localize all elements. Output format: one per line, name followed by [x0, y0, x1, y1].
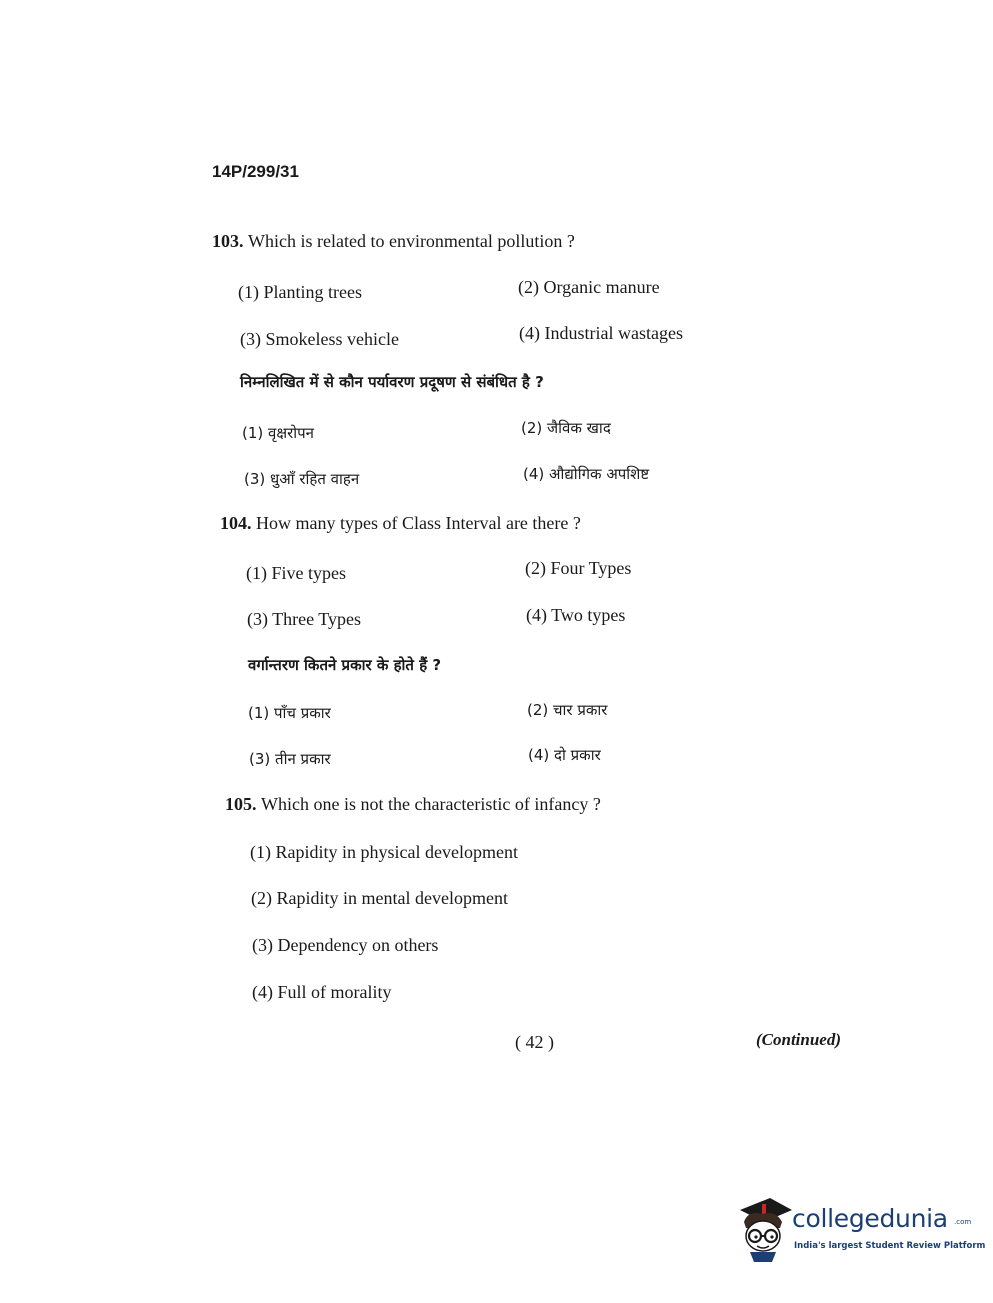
continued-label: (Continued) [756, 1030, 842, 1049]
q103-option-2-hi: (2) जैविक खाद [521, 419, 611, 437]
question-104 [220, 513, 581, 534]
q105-option-1-en: (1) Rapidity in physical development [250, 842, 518, 862]
q104-option-2-hi: (2) चार प्रकार [527, 701, 608, 719]
question-number: 103. [212, 231, 244, 251]
mascot-icon [736, 1196, 794, 1264]
q105-option-2-en: (2) Rapidity in mental development [251, 888, 508, 908]
q104-option-3-hi: (3) तीन प्रकार [249, 750, 331, 768]
q103-option-4-hi: (4) औद्योगिक अपशिष्ट [523, 465, 650, 483]
question-text-en: Which is related to environmental pollution ? [248, 231, 575, 251]
q104-option-3-en: (3) Three Types [247, 609, 362, 629]
q103-option-4-en: (4) Industrial wastages [519, 323, 683, 343]
paper-code: 14P/299/31 [212, 162, 299, 181]
q103-option-3-hi: (3) धुआँ रहित वाहन [244, 470, 360, 488]
q105-option-4-en: (4) Full of morality [252, 982, 392, 1002]
question-105 [225, 794, 601, 815]
q103-option-2-en: (2) Organic manure [518, 277, 660, 297]
q104-option-4-hi: (4) दो प्रकार [528, 746, 601, 764]
question-text-en: How many types of Class Interval are there ? [256, 513, 581, 533]
q105-option-3-en: (3) Dependency on others [252, 935, 439, 955]
q104-option-2-en: (2) Four Types [525, 558, 632, 578]
page-number: ( 42 ) [515, 1032, 554, 1052]
question-number: 105. [225, 794, 257, 814]
brand-name: collegedunia [792, 1204, 948, 1233]
question-text-en: Which one is not the characteristic of infancy ? [261, 794, 601, 814]
q103-option-3-en: (3) Smokeless vehicle [240, 329, 399, 349]
q103-question-hi: निम्नलिखित में से कौन पर्यावरण प्रदूषण से संबंधित है ? [240, 373, 544, 391]
question-number: 104. [220, 513, 252, 533]
q103-option-1-hi: (1) वृक्षरोपन [242, 424, 314, 442]
collegedunia-watermark [736, 1196, 986, 1264]
brand-tagline: India's largest Student Review Platform [794, 1241, 986, 1251]
q103-option-1-en: (1) Planting trees [238, 282, 362, 302]
q104-question-hi: वर्गान्तरण कितने प्रकार के होते हैं ? [248, 656, 442, 674]
q104-option-1-hi: (1) पाँच प्रकार [248, 704, 331, 722]
brand-domain-suffix: .com [954, 1218, 972, 1226]
q104-option-4-en: (4) Two types [526, 605, 626, 625]
question-103 [212, 231, 575, 252]
q104-option-1-en: (1) Five types [246, 563, 346, 583]
